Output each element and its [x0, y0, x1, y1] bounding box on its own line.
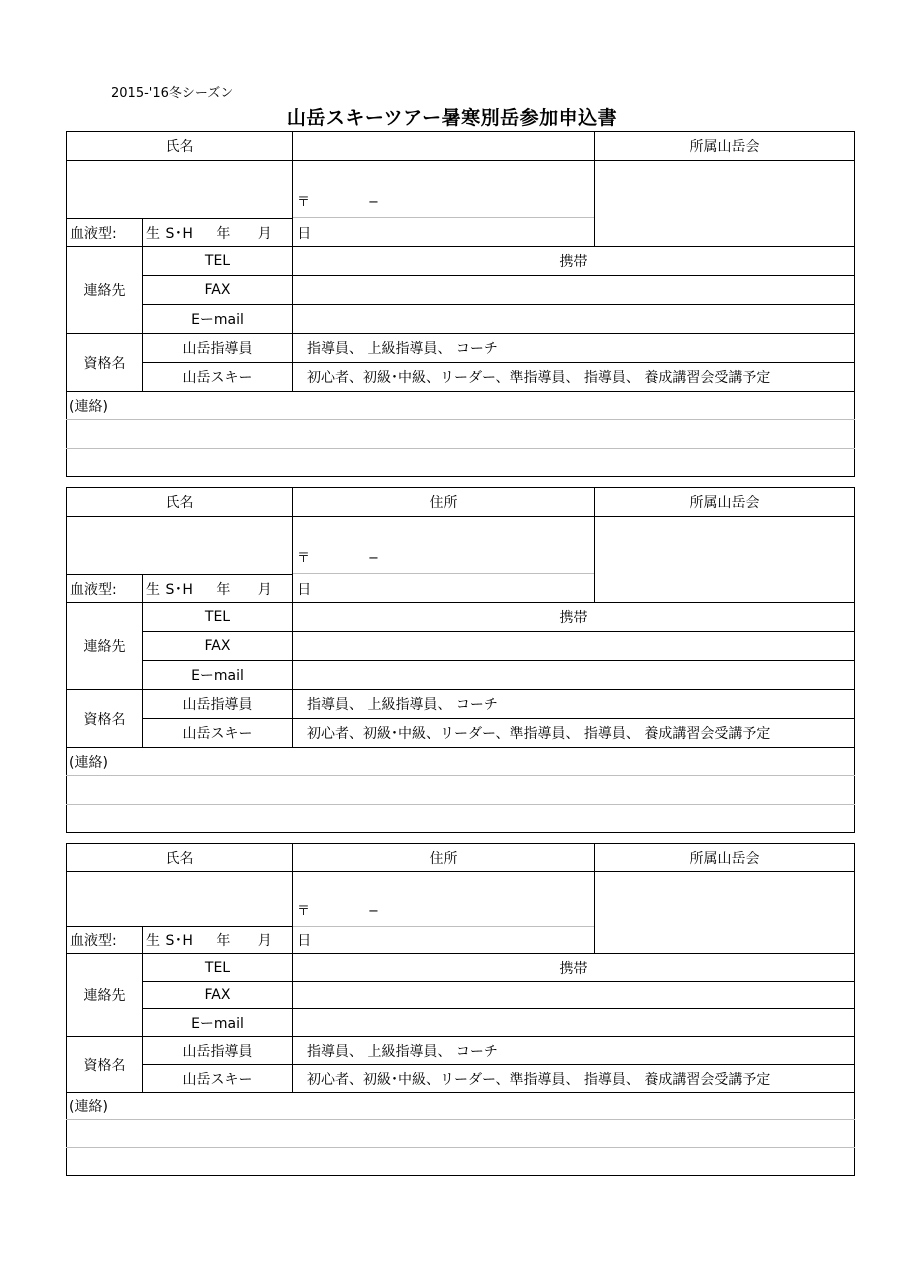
blood-type-field[interactable]: 血液型:: [67, 219, 143, 247]
notes-label: (連絡): [67, 392, 855, 420]
contact-label: 連絡先: [67, 603, 143, 690]
birth-day-label: 日: [297, 933, 312, 949]
season-label: 2015-'16冬シーズン: [111, 86, 234, 101]
birth-month-label: 月: [257, 581, 273, 598]
email-label: Eーmail: [143, 661, 293, 690]
zip-dash: −: [368, 903, 379, 919]
fax-field[interactable]: [293, 982, 855, 1009]
birth-year-label: 年: [216, 933, 231, 949]
fax-field[interactable]: [293, 632, 855, 661]
qualification-label: 資格名: [67, 1037, 143, 1093]
email-label: Eーmail: [143, 1009, 293, 1037]
mountain-ski-label: 山岳スキー: [143, 719, 293, 748]
birth-era: 生 S･H: [146, 581, 194, 598]
birth-month-label: 月: [257, 933, 273, 949]
zip-code-line[interactable]: [293, 899, 594, 927]
club-header: 所属山岳会: [595, 844, 855, 872]
zip-dash: −: [368, 550, 379, 566]
mobile-label[interactable]: 携帯: [293, 247, 855, 276]
tel-label: TEL: [143, 954, 293, 982]
name-header: 氏名: [67, 844, 293, 872]
address-header: [293, 132, 595, 161]
mountain-leader-label: 山岳指導員: [143, 1037, 293, 1065]
mountain-leader-options[interactable]: 指導員、 上級指導員、 コーチ: [293, 690, 855, 719]
birth-era: 生 S･H: [146, 933, 194, 949]
application-form-1: [66, 131, 855, 477]
club-field[interactable]: [595, 161, 855, 247]
club-header: 所属山岳会: [595, 488, 855, 517]
qualification-label: 資格名: [67, 690, 143, 748]
address-field[interactable]: [293, 872, 595, 954]
notes-line[interactable]: [67, 420, 855, 449]
mountain-ski-label: 山岳スキー: [143, 363, 293, 392]
zip-mark: 〒: [297, 550, 311, 566]
tel-label: TEL: [143, 603, 293, 632]
birth-year-label: 年: [216, 225, 231, 242]
address-header: 住所: [293, 844, 595, 872]
application-form-3: [66, 843, 855, 1176]
contact-label: 連絡先: [67, 247, 143, 334]
application-form-2: [66, 487, 855, 833]
address-header: 住所: [293, 488, 595, 517]
form-title: 山岳スキーツアー暑寒別岳参加申込書: [286, 107, 618, 129]
fax-label: FAX: [143, 982, 293, 1009]
name-field[interactable]: [67, 517, 293, 575]
mountain-leader-label: 山岳指導員: [143, 334, 293, 363]
zip-code-line[interactable]: [293, 190, 594, 218]
mountain-leader-options[interactable]: 指導員、 上級指導員、 コーチ: [293, 334, 855, 363]
club-header: 所属山岳会: [595, 132, 855, 161]
birth-day-label: 日: [297, 581, 312, 598]
mobile-label[interactable]: 携帯: [293, 603, 855, 632]
birth-month-label: 月: [257, 225, 273, 242]
name-header: 氏名: [67, 488, 293, 517]
birth-era: 生 S･H: [146, 225, 194, 242]
zip-mark: 〒: [297, 903, 311, 919]
mountain-ski-options[interactable]: 初心者、初級･中級、リーダー、準指導員、 指導員、 養成講習会受講予定: [293, 1065, 855, 1093]
mobile-label[interactable]: 携帯: [293, 954, 855, 982]
address-field[interactable]: [293, 161, 595, 247]
qualification-label: 資格名: [67, 334, 143, 392]
name-field[interactable]: [67, 872, 293, 927]
birth-day-label: 日: [297, 225, 312, 242]
notes-line[interactable]: [67, 1148, 855, 1176]
notes-label: (連絡): [67, 748, 855, 776]
address-field[interactable]: [293, 517, 595, 603]
name-header: 氏名: [67, 132, 293, 161]
tel-label: TEL: [143, 247, 293, 276]
birthdate-field[interactable]: [143, 219, 312, 247]
email-field[interactable]: [293, 661, 855, 690]
blood-type-field[interactable]: 血液型:: [67, 927, 143, 954]
email-field[interactable]: [293, 1009, 855, 1037]
birthdate-field[interactable]: [143, 927, 312, 954]
mountain-ski-label: 山岳スキー: [143, 1065, 293, 1093]
zip-code-line[interactable]: [293, 546, 594, 574]
mountain-ski-options[interactable]: 初心者、初級･中級、リーダー、準指導員、 指導員、 養成講習会受講予定: [293, 719, 855, 748]
email-label: Eーmail: [143, 305, 293, 334]
notes-line[interactable]: [67, 1120, 855, 1148]
fax-label: FAX: [143, 632, 293, 661]
notes-line[interactable]: [67, 776, 855, 805]
name-field[interactable]: [67, 161, 293, 219]
email-field[interactable]: [293, 305, 855, 334]
mountain-leader-label: 山岳指導員: [143, 690, 293, 719]
notes-line[interactable]: [67, 805, 855, 833]
fax-label: FAX: [143, 276, 293, 305]
contact-label: 連絡先: [67, 954, 143, 1037]
birthdate-field[interactable]: [143, 575, 312, 603]
club-field[interactable]: [595, 517, 855, 603]
zip-mark: 〒: [297, 194, 311, 210]
blood-type-field[interactable]: 血液型:: [67, 575, 143, 603]
club-field[interactable]: [595, 872, 855, 954]
fax-field[interactable]: [293, 276, 855, 305]
zip-dash: −: [368, 194, 379, 210]
birth-year-label: 年: [216, 581, 231, 598]
notes-line[interactable]: [67, 449, 855, 477]
notes-label: (連絡): [67, 1093, 855, 1120]
mountain-leader-options[interactable]: 指導員、 上級指導員、 コーチ: [293, 1037, 855, 1065]
mountain-ski-options[interactable]: 初心者、初級･中級、リーダー、準指導員、 指導員、 養成講習会受講予定: [293, 363, 855, 392]
